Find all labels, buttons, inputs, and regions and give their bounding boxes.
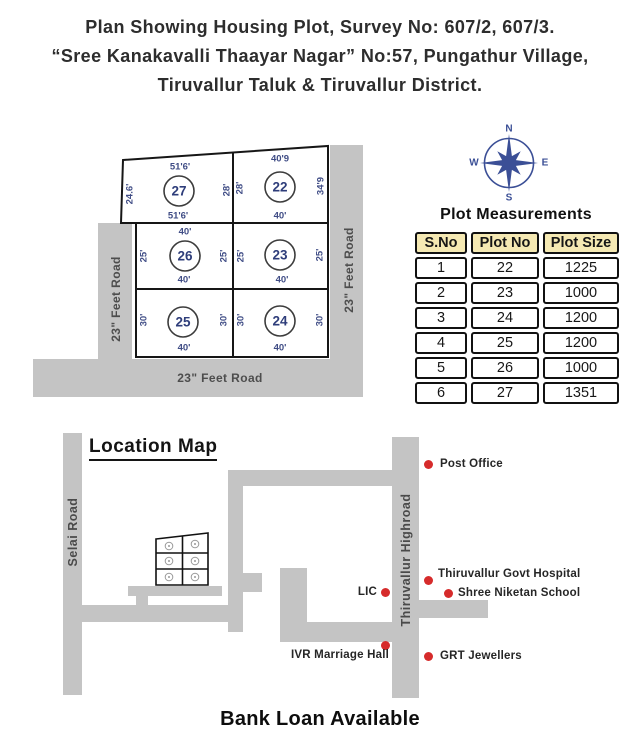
map-road-top [228, 470, 392, 486]
plot-24-dim-right: 30' [314, 313, 326, 327]
plot-26-dim-bottom: 40' [177, 274, 191, 286]
cell-sno: 5 [415, 357, 467, 379]
plot-23-number: 23 [272, 247, 288, 263]
plot-27-number: 27 [171, 183, 187, 199]
ivr-marriage-hall-label: IVR Marriage Hall [291, 649, 389, 661]
mini-plot-dot [168, 576, 170, 578]
plot-measurements-table [411, 229, 623, 407]
site-mini-block [153, 528, 211, 588]
footer-note: Bank Loan Available [220, 708, 420, 730]
cell-plot-size: 1225 [543, 257, 619, 279]
plot-27-dim-left: 24.6' [124, 183, 136, 205]
plot-22-dim-left: 28' [234, 181, 246, 195]
map-road-lower [280, 622, 392, 642]
plan-road-bottom-label: 23" Feet Road [177, 371, 263, 385]
cell-sno: 3 [415, 307, 467, 329]
post-office-marker [424, 460, 433, 469]
map-road-stub [243, 573, 262, 592]
grt-jewellers-label: GRT Jewellers [440, 650, 522, 662]
selai-road-label: Selai Road [66, 497, 80, 567]
measurements-title: Plot Measurements [440, 206, 592, 223]
mini-plot-dot [194, 560, 196, 562]
compass-star-icon [480, 134, 538, 192]
mini-plot-dot [168, 560, 170, 562]
cell-plot-size: 1000 [543, 357, 619, 379]
table-row [415, 307, 619, 329]
compass-s: S [505, 192, 513, 204]
plot-24-dim-bottom: 40' [273, 342, 287, 354]
plot-24-dim-left: 30' [235, 313, 247, 327]
location-map-title: Location Map [89, 436, 217, 461]
table-row [415, 282, 619, 304]
cell-plot-size: 1000 [543, 282, 619, 304]
cell-plot-no: 26 [471, 357, 539, 379]
cell-plot-no: 24 [471, 307, 539, 329]
plan-road-left-label: 23" Feet Road [109, 256, 123, 342]
title-line-3: Tiruvallur Taluk & Tiruvallur District. [157, 75, 483, 95]
compass-e: E [541, 157, 549, 169]
grt-jewellers-marker [424, 652, 433, 661]
cell-plot-no: 25 [471, 332, 539, 354]
cell-plot-size: 1351 [543, 382, 619, 404]
plot-22-number: 22 [272, 179, 288, 195]
plot-23-dim-right: 25' [314, 248, 326, 262]
cell-plot-no: 22 [471, 257, 539, 279]
plot-24-number: 24 [272, 313, 288, 329]
plot-26-dim-left: 25' [138, 249, 150, 263]
mini-plot-dot [194, 576, 196, 578]
cell-sno: 2 [415, 282, 467, 304]
cell-sno: 4 [415, 332, 467, 354]
cell-sno: 1 [415, 257, 467, 279]
title-block [0, 13, 640, 100]
plot-26-dim-top: 40' [178, 226, 192, 238]
plot-26-number: 26 [177, 248, 193, 264]
plot-22-dim-right: 34'9 [315, 176, 327, 196]
niketan-school-marker [444, 589, 453, 598]
header-plot-no: Plot No [471, 232, 539, 254]
lic-marker [381, 588, 390, 597]
plot-layout-diagram [30, 118, 375, 400]
compass-w: W [469, 157, 479, 169]
compass-n: N [505, 123, 513, 135]
post-office-label: Post Office [440, 458, 503, 470]
plan-road-right-label: 23" Feet Road [342, 227, 356, 313]
cell-plot-size: 1200 [543, 332, 619, 354]
govt-hospital-marker [424, 576, 433, 585]
plot-27-dim-bottom: 51'6' [167, 210, 189, 222]
highroad-label: Thiruvallur Highroad [399, 493, 413, 627]
cell-sno: 6 [415, 382, 467, 404]
cell-plot-no: 23 [471, 282, 539, 304]
mini-plot-dot [194, 543, 196, 545]
niketan-school-label: Shree Niketan School [458, 587, 581, 599]
table-row [415, 357, 619, 379]
map-road-main [81, 605, 243, 622]
header-plot-size: Plot Size [543, 232, 619, 254]
site-platform-stem [136, 596, 148, 606]
plot-25-dim-right: 30' [218, 313, 230, 327]
header-sno: S.No [415, 232, 467, 254]
plot-25-dim-left: 30' [138, 313, 150, 327]
plot-26-dim-right: 25' [218, 249, 230, 263]
title-line-2: “Sree Kanakavalli Thaayar Nagar” No:57, Pungathur Village, [51, 46, 589, 66]
title-line-1: Plan Showing Housing Plot, Survey No: 607/2, 607/3. [85, 17, 555, 37]
cell-plot-size: 1200 [543, 307, 619, 329]
cell-plot-no: 27 [471, 382, 539, 404]
table-row [415, 382, 619, 404]
lic-label: LIC [357, 586, 377, 598]
plot-22-dim-bottom: 40' [273, 210, 287, 222]
table-row [415, 257, 619, 279]
plot-22-dim-top: 40'9 [270, 153, 290, 165]
map-road-east-stub [419, 600, 488, 618]
plot-25-number: 25 [175, 314, 191, 330]
compass-rose [455, 109, 563, 217]
mini-plot-dot [168, 545, 170, 547]
plot-27-dim-top: 51'6' [169, 161, 191, 173]
plot-23-dim-bottom: 40' [275, 274, 289, 286]
table-header-row [415, 232, 619, 254]
govt-hospital-label: Thiruvallur Govt Hospital [438, 568, 581, 580]
table-row [415, 332, 619, 354]
plot-27-dim-right: 28' [221, 183, 233, 197]
plot-25-dim-bottom: 40' [177, 342, 191, 354]
plot-23-dim-left: 25' [235, 249, 247, 263]
